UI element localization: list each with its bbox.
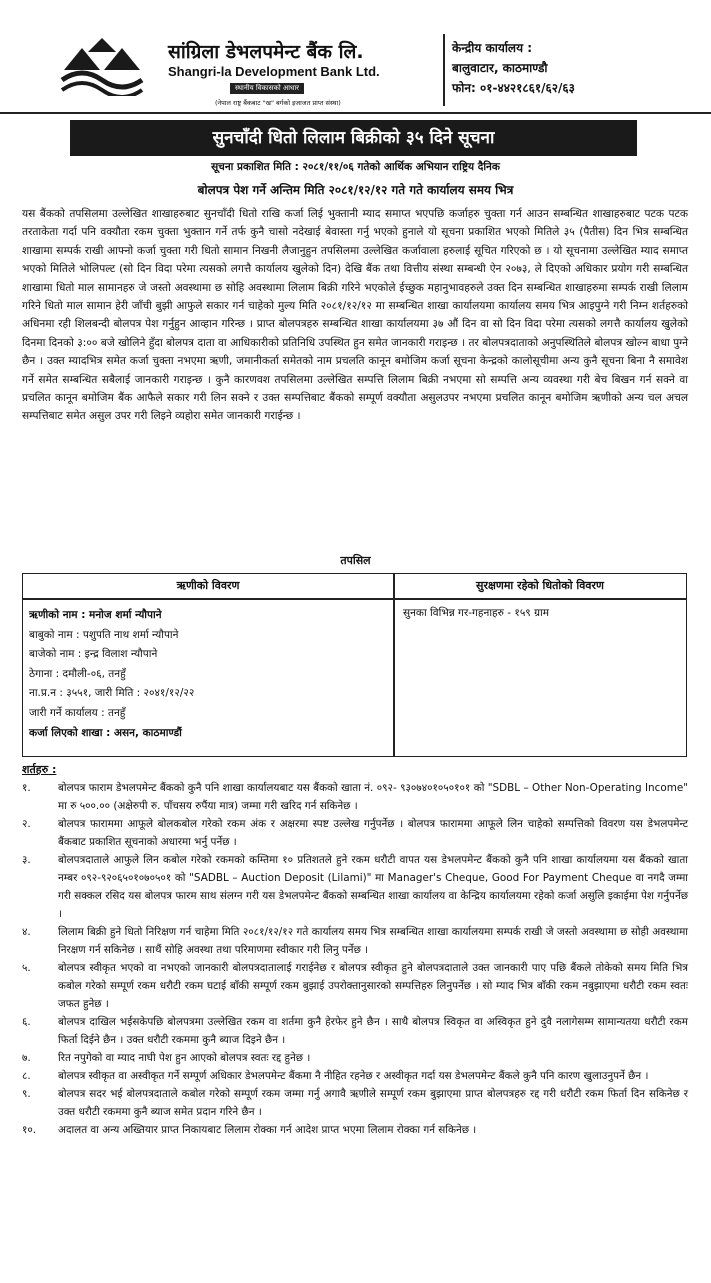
- term-number: १.: [22, 782, 31, 794]
- notice-title: सुनचाँदी धितो लिलाम बिक्रीको ३५ दिने सूचना: [70, 120, 637, 156]
- term-number: ७.: [22, 1052, 31, 1064]
- bank-name-english: Shangri-la Development Bank Ltd.: [168, 64, 380, 79]
- term-number: ४.: [22, 926, 31, 938]
- borrower-details: [29, 606, 194, 743]
- term-item: [22, 959, 688, 1013]
- term-text: अदालत वा अन्य अख्तियार प्राप्त निकायबाट लिलाम रोक्का गर्न आदेश प्राप्त भएमा लिलाम रोक्का गर्न सकिनेछ ।: [58, 1124, 477, 1136]
- table-header-divider: [23, 598, 686, 600]
- term-item: [22, 1085, 688, 1121]
- office-phone: फोन: ०१-४४२१८६१/६२/६३: [452, 81, 575, 95]
- issue-office: जारी गर्ने कार्यालय : तनहुँ: [29, 706, 126, 719]
- term-item: [22, 851, 688, 923]
- term-text: बोलपत्र दाखिल भईसकेपछि बोलपत्रमा उल्लेखित रकम वा शर्तमा कुनै हेरफेर हुने छैन । साथै बोलपत्र स्विकृत वा अस्विकृत हुने दुवै नलागेसम्म सामान्यतया धरौटी रकम फिर्ता दिईने छैन । उक्त धरौटी रकममा कुनै ब्याज दिइने छैन ।: [58, 1016, 688, 1046]
- term-text: बोलपत्रदाताले आफुले लिन कबोल गरेको रकमको कम्तिमा १० प्रतिशतले हुने रकम धरौटी वापत यस डेभलपमेन्ट बैंकको कुनै पनि शाखा कार्यालयमा यस बैंकको खाता नम्बर ०९२-९२०६५०१०७०५०१ को "SADBL – Auction Deposit (Lilami)" मा Manager's Cheque, Good For Payment Cheque वा नगदै जम्मा गरी सक्कल रसिद यस बोलपत्र फारम साथ संलग्न गरी यस डेभलपमेन्ट बैंकको सम्बन्धित शाखा कार्यालय वा केन्द्रिय कार्यालयमा रहेको कर्जा असुलि इकाईमा पेश गर्नुपर्नेछ ।: [58, 854, 688, 920]
- terms-list: [22, 779, 688, 1139]
- term-number: ८.: [22, 1070, 31, 1082]
- details-heading: तपसिल: [340, 554, 371, 567]
- bid-deadline: बोलपत्र पेश गर्ने अन्तिम मिति २०८१/१२/१२ गते गते कार्यालय समय भित्र: [197, 183, 514, 197]
- term-number: ६.: [22, 1016, 31, 1028]
- citizenship-number: ना.प्र.न : ३५५१, जारी मिति : २०४१/१२/२२: [29, 687, 195, 700]
- term-text: बोलपत्र सदर भई बोलपत्रदाताले कबोल गरेको सम्पूर्ण रकम जम्मा गर्नु अगावै ऋणीले सम्पूर्ण रकम बुझाएमा प्राप्त बोलपत्रहरु रद्द गरी धरौटी रकम फिर्ता दिन सकिनेछ र उक्त धरौटी रकममा कुनै ब्याज समेत प्रदान गरिने छैन ।: [58, 1088, 688, 1118]
- bank-name-nepali: सांग्रिला डेभलपमेन्ट बैंक लि.: [168, 41, 364, 63]
- term-item: [22, 1121, 688, 1139]
- office-address: बालुवाटार, काठमाण्डौ: [452, 61, 548, 75]
- term-text: लिलाम बिक्री हुने धितो निरिक्षण गर्न चाहेमा मिति २०८१/१२/१२ गते कार्यालय समय भित्र सम्बन्धित शाखा कार्यालयमा सम्पर्क राखी जे जस्तो अवस्थामा छ सोही अवस्थामा निरक्षण गर्न सकिनेछ । साथैं सोहि अवस्था तथा परिमाणमा स्वीकार गरी लिनु पर्नेछ ।: [58, 926, 688, 956]
- term-text: बोलपत्र फाराममा आफूले बोलकबोल गरेको रकम अंक र अक्षरमा स्पष्ट उल्लेख गर्नुपर्नेछ । बोलपत्र फाराममा आफूले लिन चाहेको सम्पत्तिको विवरण यस डेभलपमेन्ट बैंकबाट प्रकाशित सूचनाको अधारमा भर्नु पर्नेछ ।: [58, 818, 688, 848]
- term-number: ५.: [22, 962, 31, 974]
- details-table: [22, 573, 687, 757]
- loan-branch: कर्जा लिएको शाखा : असन, काठमाण्डौं: [29, 726, 182, 739]
- term-text: रित नपुगेको वा म्याद नाघी पेश हुन आएको बोलपत्र स्वतः रद्द हुनेछ ।: [58, 1052, 311, 1064]
- bank-tagline: स्थानीय विकासको आधार: [230, 83, 304, 94]
- collateral-description: सुनका विभिन्न गर-गहनाहरु - १५९ ग्राम: [403, 607, 550, 619]
- term-item: [22, 779, 688, 815]
- bank-header: [0, 0, 711, 114]
- grandfather-name: बाजेको नाम : इन्द्र विलाश न्यौपाने: [29, 648, 158, 661]
- term-item: [22, 1013, 688, 1049]
- borrower-name: ऋणीको नाम : मनोज शर्मा न्यौपाने: [29, 609, 162, 621]
- terms-heading: शर्तहरु :: [22, 763, 57, 776]
- published-date: सूचना प्रकाशित मिति : २०८१/११/०६ गतेको आर्थिक अभियान राष्ट्रिय दैनिक: [211, 161, 500, 173]
- table-column-divider: [393, 574, 395, 756]
- term-item: [22, 1049, 688, 1067]
- notice-body: यस बैंकको तपसिलमा उल्लेखित शाखाहरुबाट सुनचाँदी धितो राखि कर्जा लिई भुक्तानी म्याद समाप्त भएपछि कर्जाहरु चुक्ता गर्न आउन सम्बन्धित शाखाहरुबाट पटक पटक तरताकेता गर्दा पनि वक्यौता रकम चुक्ता भुक्तान गर्ने तर्फ कुनै चासो नदेखाई बेवास्ता गर्नु भएको हुनाले यो सूचना प्रकाशित भएको मितिले ३५ (पैतीस) दिन भित्र सम्बन्धित शाखामा सम्पर्क राखी आफ्नो कर्जा चुक्ता गरी धितो सामान निखनी लैजानुहुन तपसिलमा उल्लेखित कर्जावाला हरुलाई सूचित गरिएको छ । यो सूचनामा उल्लेखित म्याद समाप्त भएको मितिले भोलिपल्ट (सो दिन विदा परेमा त्यसको लगत्तै कार्यालय खुलेको दिन) देखि बैंक तथा वित्तीय संस्था सम्बन्धी ऐन २०७३, ले दिएको अधिकार प्रयोग गरी सम्बन्धित शाखामा धितो माल सामानहरु जे जस्तो अवस्थामा छ सोहि अवस्थामा लिलाम बिक्री गरिने भएकोले ईच्छुक महानुभावहरुले उक्त दिन सम्बन्धित शाखाहरुमा सम्पर्क राखी लिलाम गरिने धितो माल सामान हेरी जाँची बुझी आफुले सकार गर्न चाहेको मुल्य मिति २०८१/१२/१२ मा सम्बन्धित शाखा कार्यालयमा कार्यालय समय भित्र आइपुग्ने गरी निम्न शर्तहरुको अधिनमा रही शिलबन्दी बोलपत्र पेश गर्नुहुन आव्हान गरिन्छ । प्राप्त बोलपत्रहरु सम्बन्धित शाखा कार्यालयमा ३७ औं दिन वा सो दिन विदा परेमा त्यसको लगत्तै कार्यालय खुलेको दिनमा दिनको ३:०० बजे खोलिने हुँदा बोलपत्र दाता वा आधिकारीको प्रतिनिधि उपस्थित हुन समेत जानकारी गराइन्छ । तर बोलपत्रदाताको अनुपस्थितिले बोलपत्र खोल्न बाधा पुग्ने छैन । उक्त म्यादभित्र समेत कर्जा चुक्ता नभएमा ऋणी, जमानीकर्ता समेतको नाम प्रचलति कानून बमोजिम कर्जा सूचना केन्द्रको कालोसूचीमा अन्य कुनै सूचना बिना नै समावेश गर्ने समेत सम्बन्धित सबैलाई जानकारी गराइन्छ । कुनै कारणवश तपसिलमा उल्लेखित सम्पत्ति लिलाम बिक्री नभएमा सो सम्पत्ति अन्य व्यवस्था गरी बेच बिखन गर्न सक्ने वा प्रचलित कानून बमोजिम बैंक आफैले सकार गरी लिन सक्ने र उक्त सम्पत्तिबाट बैंकको सम्पूर्ण वक्यौता असुलउपर नभएमा प्रचलित कानून बमोजिम ऋणीको अन्य चल अचल सम्पत्तिबाट समेत असुल उपर गरी लिइने व्यहोरा समेत जानकारी गराईन्छ ।: [22, 208, 688, 423]
- office-block: [452, 38, 575, 98]
- borrower-column-header: ऋणीको विवरण: [176, 579, 240, 592]
- header-divider: [443, 34, 445, 106]
- term-number: १०.: [22, 1124, 37, 1136]
- father-name: बाबुको नाम : पशुपति नाथ शर्मा न्यौपाने: [29, 628, 179, 641]
- office-label: केन्द्रीय कार्यालय :: [452, 41, 533, 55]
- term-text: बोलपत्र स्वीकृत वा अस्वीकृत गर्ने सम्पूर्ण अधिकार डेभलपमेन्ट बैंकमा नै नीहित रहनेछ र अस्वीकृत गर्दा यस डेभलपमेन्ट बैंकले कुनै पनि कारण खुलाउनुपर्ने छैन ।: [58, 1070, 649, 1082]
- term-number: ९.: [22, 1088, 31, 1100]
- term-number: ३.: [22, 854, 31, 866]
- term-item: [22, 815, 688, 851]
- bank-logo-icon: [58, 36, 146, 96]
- term-item: [22, 923, 688, 959]
- term-text: बोलपत्र स्वीकृत भएको वा नभएको जानकारी बोलपत्रदातालाई गराईनेछ र बोलपत्र स्वीकृत हुने बोलपत्रदाताले उक्त जानकारी पाए पछि बैंकले तोकेको समय मिति भित्र कबोल गरेको सम्पूर्ण रकम धरौटी रकम घटाई बाँकी सम्पूर्ण रकम बुझाई उपरोक्तानुसारको सम्पत्तिहरु लिनुपर्नेछ । सो म्याद भित्र बाँकी रकम नबुझाएमा धरौटी रकम स्वतः जफत हुनेछ ।: [58, 962, 688, 1010]
- term-text: बोलपत्र फाराम डेभलपमेन्ट बैंकको कुनै पनि शाखा कार्यालयबाट यस बैंकको खाता नं. ०९२- ९३०७४०१०५०१०१ को "SDBL – Other Non-Operating Income" मा रु ५००.०० (अक्षेरुपी रु. पाँचसय रुपैंया मात्र) जम्मा गरी खरिद गर्न सकिनेछ ।: [58, 782, 688, 812]
- term-item: [22, 1067, 688, 1085]
- security-column-header: सुरक्षणमा रहेको धितोको विवरण: [476, 579, 604, 592]
- borrower-address: ठेगाना : दमौली-०६, तनहुँ: [29, 667, 126, 680]
- term-number: २.: [22, 818, 31, 830]
- license-note: (नेपाल राष्ट्र बैंकबाट "ख" बर्गको इजाजत प्राप्त संस्था): [215, 99, 341, 107]
